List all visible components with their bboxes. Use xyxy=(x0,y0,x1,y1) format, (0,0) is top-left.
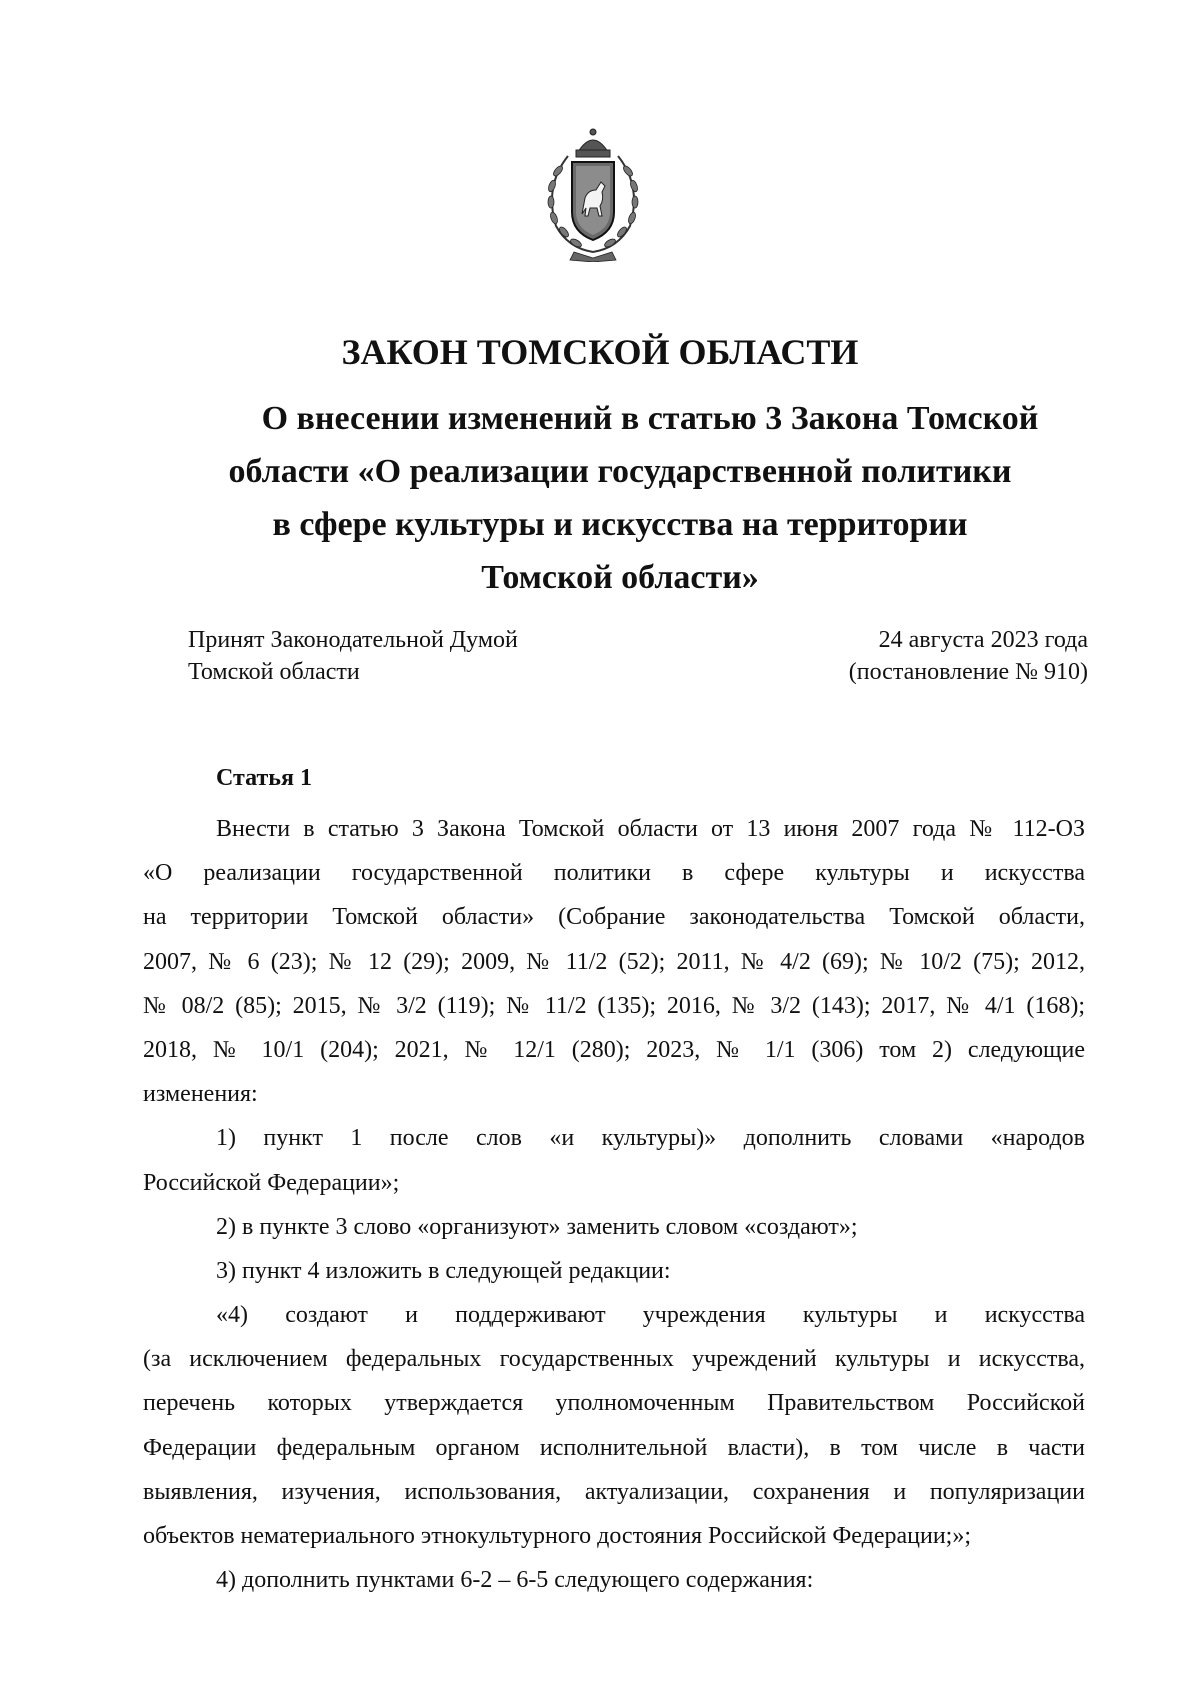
body-line: «О реализации государственной политики в сфере культуры и искусства xyxy=(143,860,1085,887)
body-line: на территории Томской области» (Собрание законодательства Томской области, xyxy=(143,904,1085,931)
law-subject xyxy=(150,392,1090,604)
body-line: 1) пункт 1 после слов «и культуры)» дополнить словами «народов xyxy=(216,1125,1085,1152)
adoption-date-line: 24 августа 2023 года xyxy=(878,627,1088,653)
resolution-number: (постановление № 910) xyxy=(848,659,1088,685)
body-line: № 08/2 (85); 2015, № 3/2 (119); № 11/2 (135); 2016, № 3/2 (143); 2017, № 4/1 (168); xyxy=(143,992,1085,1019)
body-line: (за исключением федеральных государственных учреждений культуры и искусства, xyxy=(143,1346,1085,1373)
body-line: Федерации федеральным органом исполнительной власти), в том числе в части xyxy=(143,1434,1085,1461)
body-line: 4) дополнить пунктами 6-2 – 6-5 следующего содержания: xyxy=(216,1567,814,1594)
article-heading: Статья 1 xyxy=(216,765,312,791)
body-line: 3) пункт 4 изложить в следующей редакции: xyxy=(216,1257,671,1284)
law-subject-line: в сфере культуры и искусства на территории xyxy=(272,506,968,543)
body-line: Внести в статью 3 Закона Томской области от 13 июня 2007 года № 112-ОЗ xyxy=(216,816,1085,842)
body-line: перечень которых утверждается уполномоченным Правительством Российской xyxy=(143,1390,1085,1417)
body-line: Российской Федерации»; xyxy=(143,1169,400,1196)
adopted-by-line: Принят Законодательной Думой xyxy=(188,627,518,653)
law-subject-line: области «О реализации государственной политики xyxy=(228,453,1012,490)
body-line: 2) в пункте 3 слово «организуют» заменить словом «создают»; xyxy=(216,1213,858,1240)
law-title: ЗАКОН ТОМСКОЙ ОБЛАСТИ xyxy=(341,332,859,372)
law-subject-line: О внесении изменений в статью 3 Закона Томской xyxy=(261,400,1039,437)
body-line: «4) создают и поддерживают учреждения культуры и искусства xyxy=(216,1302,1085,1329)
adopted-by xyxy=(188,624,518,688)
adoption-date xyxy=(849,624,1088,688)
adopted-by-line: Томской области xyxy=(188,659,360,685)
body-line: 2018, № 10/1 (204); 2021, № 12/1 (280); 2023, № 1/1 (306) том 2) следующие xyxy=(143,1036,1085,1063)
body-line: выявления, изучения, использования, актуализации, сохранения и популяризации xyxy=(143,1478,1085,1505)
body-line: изменения: xyxy=(143,1081,258,1108)
law-subject-line: Томской области» xyxy=(481,559,759,596)
article-body xyxy=(143,807,1085,1602)
body-line: 2007, № 6 (23); № 12 (29); 2009, № 11/2 (52); 2011, № 4/2 (69); № 10/2 (75); 2012, xyxy=(143,948,1085,975)
tomsk-oblast-coat-of-arms-icon xyxy=(538,126,648,262)
body-line: объектов нематериального этнокультурного достояния Российской Федерации;»; xyxy=(143,1523,971,1549)
